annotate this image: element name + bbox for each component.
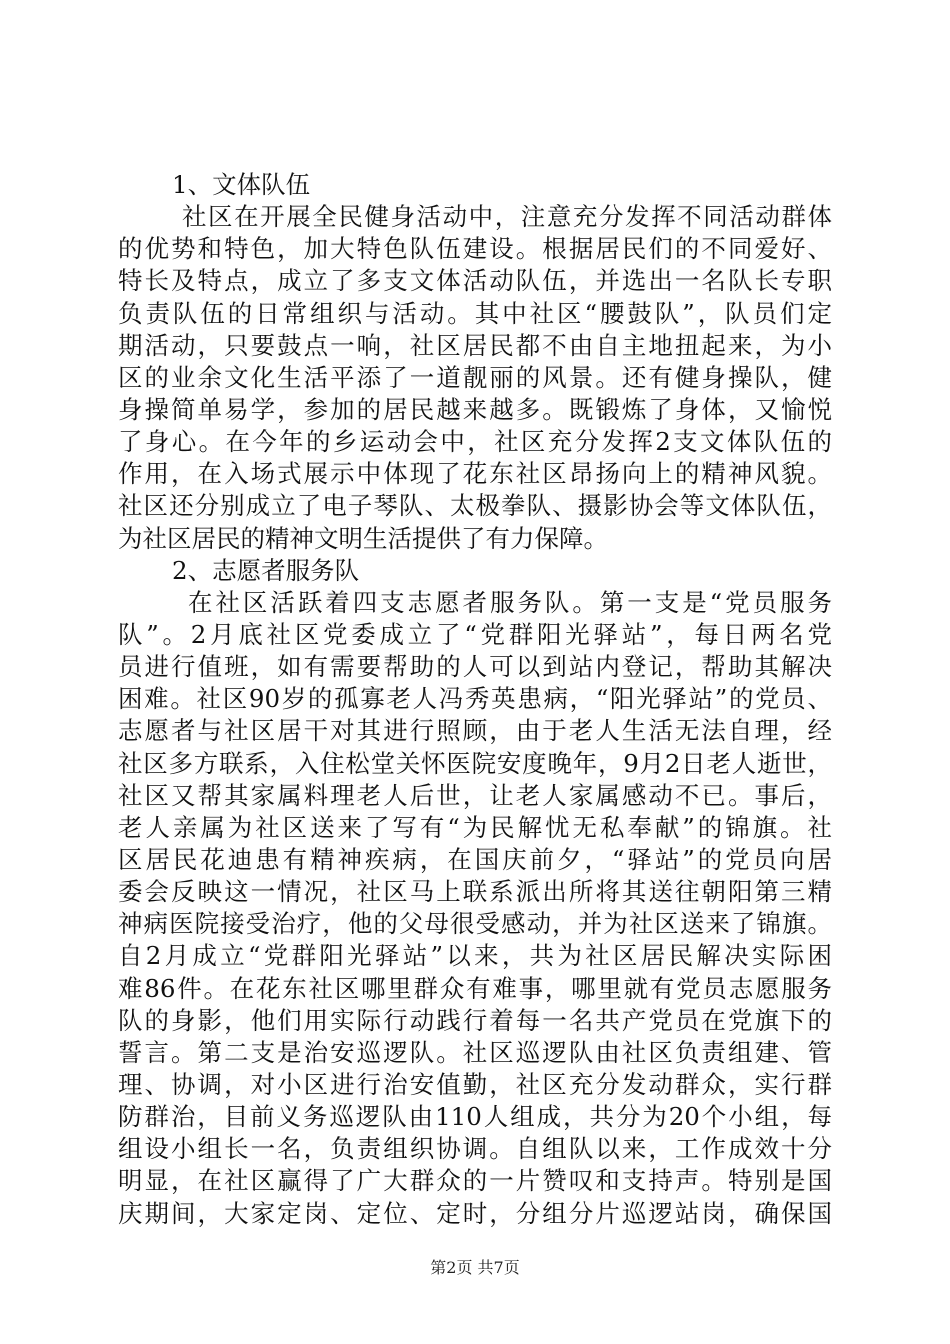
page-number-footer: 第2页 共7页 [430, 1258, 520, 1277]
paragraph-line: 区居民花迪患有精神疾病，在国庆前夕，“驿站”的党员向居 [118, 844, 832, 874]
paragraph-line: 委会反映这一情况，社区马上联系派出所将其送往朝阳第三精 [118, 877, 832, 907]
paragraph-line: 作用，在入场式展示中体现了花东社区昂扬向上的精神风貌。 [118, 459, 832, 489]
paragraph-line: 队”。2月底社区党委成立了“党群阳光驿站”，每日两名党 [118, 619, 832, 649]
document-body [118, 169, 832, 1230]
paragraph-line: 的优势和特色，加大特色队伍建设。根据居民们的不同爱好、 [118, 234, 832, 264]
paragraph-line: 志愿者与社区居干对其进行照顾，由于老人生活无法自理，经 [118, 716, 832, 746]
paragraph-line: 了身心。在今年的乡运动会中，社区充分发挥2支文体队伍的 [118, 427, 832, 457]
paragraph-line: 难86件。在花东社区哪里群众有难事，哪里就有党员志愿服务 [118, 973, 832, 1003]
paragraph-line: 社区多方联系，入住松堂关怀医院安度晚年，9月2日老人逝世， [118, 748, 832, 778]
paragraph-line: 期活动，只要鼓点一响，社区居民都不由自主地扭起来，为小 [118, 330, 832, 360]
paragraph-line: 社区在开展全民健身活动中，注意充分发挥不同活动群体 [182, 202, 832, 232]
paragraph-line: 特长及特点，成立了多支文体活动队伍，并选出一名队长专职 [118, 266, 832, 296]
paragraph-line: 区的业余文化生活平添了一道靓丽的风景。还有健身操队，健 [118, 362, 832, 392]
paragraph-line: 组设小组长一名，负责组织协调。自组队以来，工作成效十分 [118, 1134, 832, 1164]
paragraph-line: 誓言。第二支是治安巡逻队。社区巡逻队由社区负责组建、管 [118, 1037, 832, 1067]
paragraph-line: 困难。社区90岁的孤寡老人冯秀英患病，“阳光驿站”的党员、 [118, 684, 832, 714]
paragraph-line: 社区还分别成立了电子琴队、太极拳队、摄影协会等文体队伍， [118, 491, 832, 521]
paragraph-line: 负责队伍的日常组织与活动。其中社区“腰鼓队”，队员们定 [118, 298, 832, 328]
paragraph-line: 庆期间，大家定岗、定位、定时，分组分片巡逻站岗，确保国 [118, 1198, 832, 1228]
section-heading: 2、志愿者服务队 [172, 555, 360, 585]
paragraph-line: 防群治，目前义务巡逻队由110人组成，共分为20个小组，每 [118, 1102, 832, 1132]
paragraph-line: 明显，在社区赢得了广大群众的一片赞叹和支持声。特别是国 [118, 1166, 832, 1196]
paragraph-line: 老人亲属为社区送来了写有“为民解忧无私奉献”的锦旗。社 [118, 812, 832, 842]
paragraph-line: 理、协调，对小区进行治安值勤，社区充分发动群众，实行群 [118, 1069, 832, 1099]
paragraph-line: 身操简单易学，参加的居民越来越多。既锻炼了身体，又愉悦 [118, 394, 832, 424]
paragraph-line: 神病医院接受治疗，他的父母很受感动，并为社区送来了锦旗。 [118, 909, 832, 939]
paragraph-line: 员进行值班，如有需要帮助的人可以到站内登记，帮助其解决 [118, 652, 832, 682]
paragraph-line: 在社区活跃着四支志愿者服务队。第一支是“党员服务 [188, 587, 832, 617]
section-heading: 1、文体队伍 [172, 170, 311, 199]
paragraph-line: 为社区居民的精神文明生活提供了有力保障。 [118, 523, 608, 553]
paragraph-line: 自2月成立“党群阳光驿站”以来，共为社区居民解决实际困 [118, 941, 832, 971]
paragraph-line: 队的身影，他们用实际行动践行着每一名共产党员在党旗下的 [118, 1005, 832, 1035]
paragraph-line: 社区又帮其家属料理老人后世，让老人家属感动不已。事后， [118, 780, 832, 810]
